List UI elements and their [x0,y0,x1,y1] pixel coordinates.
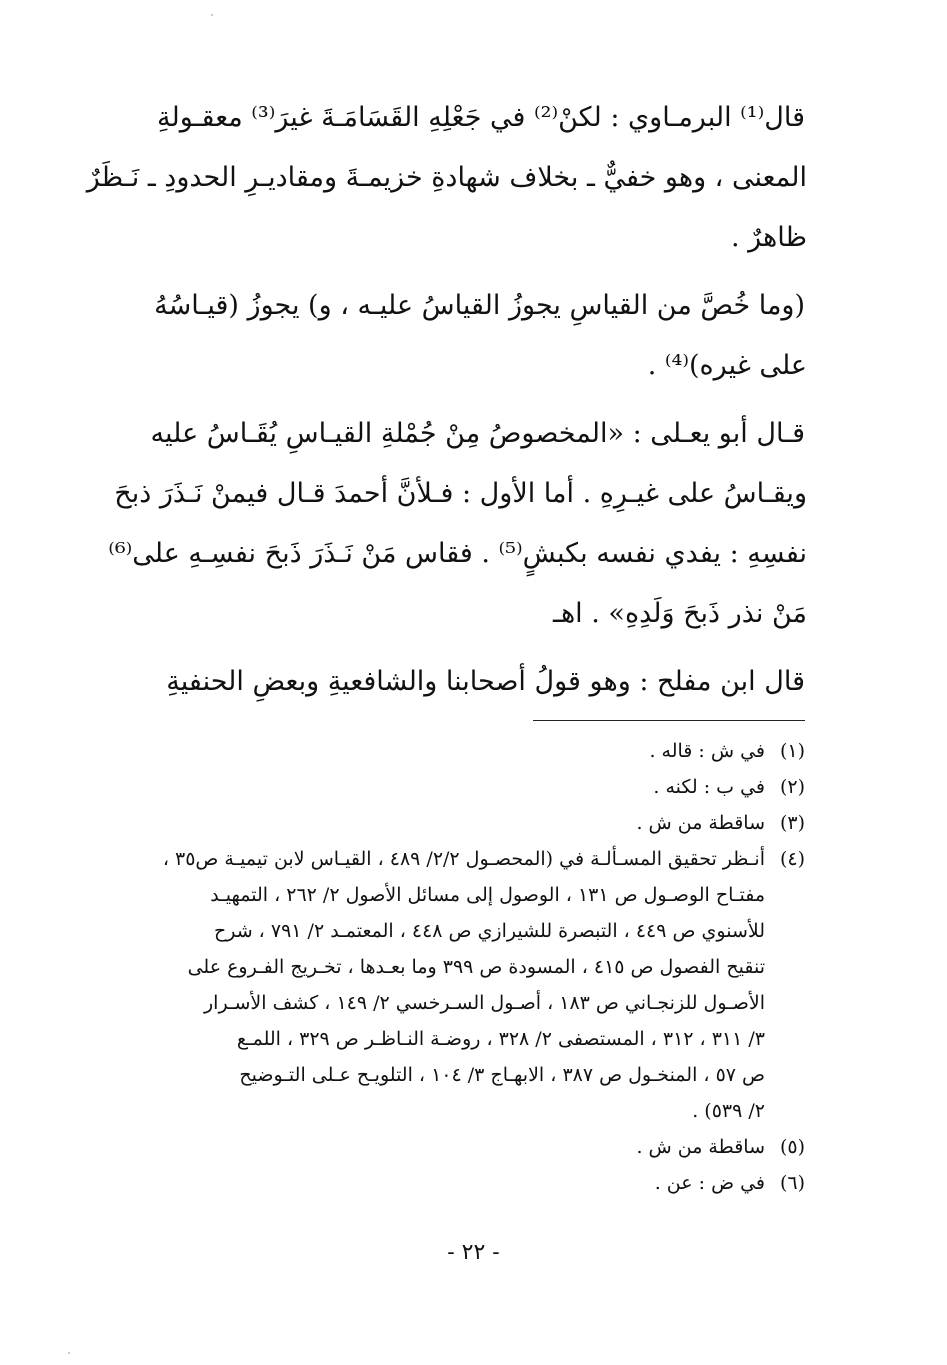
footnote-text [140,1129,765,1165]
text-line: نفسِهِ : يفدي نفسه بكبشٍ⁽⁵⁾ . فقاس مَنْ نَـذَرَ ذَبحَ نفسِـهِ على⁽⁶⁾ [108,538,807,569]
footnote-line: الأصـول للزنجـاني ص ١٨٣ ، أصـول السـرخسي ٢/ ١٤٩ ، كشف الأسـرار [204,992,765,1014]
footnote-line: في ض : عن . [654,1172,765,1194]
footnote-text [140,841,765,1129]
text-line: ويقـاسُ على غيـرِهِ . أما الأول : فـلأنَّ أحمدَ قـال فيمنْ نَـذَرَ ذبحَ [114,478,807,509]
text-line: على غيره)⁽⁴⁾ . [647,350,807,381]
footnote-6 [140,1165,805,1201]
footnote-line: للأسنوي ص ٤٤٩ ، التبصرة للشيرازي ص ٤٤٨ ، المعتمـد ٢/ ٧٩١ ، شرح [213,920,765,942]
footnote-line: أنـظر تحقيق المسـألـة في (المحصـول ٢/٢/ ٤٨٩ ، القيـاس لابن تيميـة ص٣٥ ، [162,848,765,870]
page-number: - ٢٢ - [447,1240,500,1265]
main-text [86,88,807,720]
footnote-4 [140,841,805,1129]
footnote-line: ٣/ ٣١١ ، ٣١٢ ، المستصفى ٢/ ٣٢٨ ، روضـة النـاظـر ص ٣٢٩ ، اللمـع [236,1028,765,1050]
footnote-line: في ب : لكنه . [653,776,765,798]
footnote-line: في ش : قاله . [649,740,765,762]
footnote-line: ٢/ ٥٣٩) . [692,1100,765,1122]
footnote-line: ساقطة من ش . [636,1136,765,1158]
footnote-2 [140,769,805,805]
footnote-line: ساقطة من ش . [636,812,765,834]
footnote-line: تنقيح الفصول ص ٤١٥ ، المسودة ص ٣٩٩ وما بعـدها ، تخـريج الفـروع على [187,956,765,978]
paragraph-specialized-analogy [132,276,807,396]
footnote-3 [140,805,805,841]
footnote-separator [533,720,805,721]
footnote-1 [140,733,805,769]
footnote-number: (٢) [779,776,805,798]
paragraph-barmawi [86,88,807,268]
scan-speck [211,14,213,16]
scan-speck [68,1352,70,1354]
footnote-text [140,1165,765,1201]
footnote-number: (٥) [779,1136,805,1158]
text-line: قال⁽¹⁾ البرمـاوي : لكنْ⁽²⁾ في جَعْلِهِ القَسَامَـةَ غيرَ⁽³⁾ معقـولةِ [157,102,805,133]
paragraph-ibn-muflih [132,652,807,712]
text-line: قـال أبو يعـلى : «المخصوصُ مِنْ جُمْلةِ القيـاسِ يُقَـاسُ عليه [150,418,805,449]
footnote-number: (٦) [779,1172,805,1194]
footnotes [140,733,805,1201]
text-line: (وما خُصَّ من القياسِ يجوزُ القياسُ عليـه ، و) يجوزُ (قيـاسُهُ [154,290,805,321]
text-line: المعنى ، وهو خفيٌّ ـ بخلاف شهادةِ خزيمـةَ ومقاديـرِ الحدودِ ـ نَـظَرٌ [86,162,807,193]
footnote-number: (٤) [779,848,805,870]
text-line: مَنْ نذر ذَبحَ وَلَدِهِ» . اهـ [553,598,807,629]
footnote-line: ص ٥٧ ، المنخـول ص ٣٨٧ ، الابهـاج ٣/ ١٠٤ ، التلويـح عـلى التـوضيح [239,1064,765,1086]
footnote-number: (٣) [779,812,805,834]
footnote-text [140,805,765,841]
footnote-text [140,769,765,805]
footnote-number: (١) [779,740,805,762]
footnote-line: مفتـاح الوصـول ص ١٣١ ، الوصول إلى مسائل الأصول ٢/ ٢٦٢ ، التمهيـد [210,884,765,906]
paragraph-abu-yaala [108,404,807,644]
footnote-5 [140,1129,805,1165]
text-line: ظاهرٌ . [730,222,807,253]
footnote-text [140,733,765,769]
text-line: قال ابن مفلح : وهو قولُ أصحابنا والشافعيةِ وبعضِ الحنفيةِ [166,666,805,697]
